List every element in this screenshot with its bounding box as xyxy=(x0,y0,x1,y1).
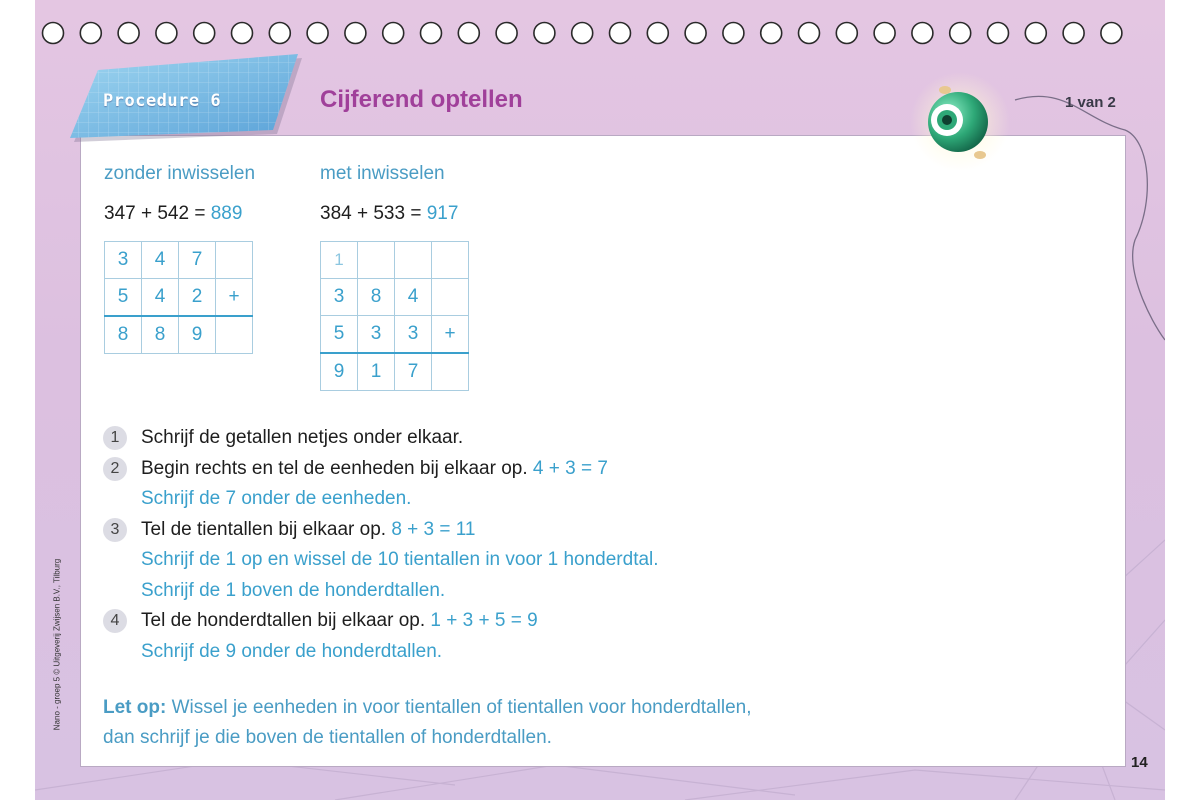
grid-right-cell: 3 xyxy=(395,316,432,354)
grid-right-cell xyxy=(432,279,469,316)
binding-ring xyxy=(836,23,857,44)
step-sub-instruction: Schrijf de 9 onder de honderdtallen. xyxy=(141,640,443,662)
note-label: Let op: xyxy=(103,697,167,718)
binding-ring xyxy=(156,23,177,44)
grid-left-cell xyxy=(216,316,253,354)
step-3 xyxy=(103,515,1003,546)
binding-ring xyxy=(1063,23,1084,44)
binding-ring xyxy=(1025,23,1046,44)
grid-right-cell: 1 xyxy=(358,353,395,391)
grid-left-cell: 4 xyxy=(142,279,179,317)
grid-right-row xyxy=(321,279,469,316)
step-number-badge: 4 xyxy=(103,609,127,633)
grid-right-cell: 7 xyxy=(395,353,432,391)
step-text xyxy=(141,423,463,453)
step-3-subline xyxy=(103,576,1003,607)
page-count: 1 van 2 xyxy=(1065,94,1116,111)
spiral-binding-rings xyxy=(35,0,1165,60)
grid-left-row xyxy=(105,279,253,317)
step-sub-instruction: Schrijf de 7 onder de eenheden. xyxy=(141,488,412,509)
binding-ring xyxy=(534,23,555,44)
binding-ring xyxy=(572,23,593,44)
step-2-subline xyxy=(103,484,1003,515)
grid-left-row xyxy=(105,242,253,279)
grid-left-row xyxy=(105,316,253,354)
equation-right-terms: 384 + 533 = xyxy=(320,203,427,224)
grid-left-cell: 8 xyxy=(142,316,179,354)
grid-right-cell: 3 xyxy=(358,316,395,354)
binding-ring xyxy=(950,23,971,44)
grid-right-cell xyxy=(358,242,395,279)
note-line-1: Wissel je eenheden in voor tientallen of tientallen voor honderdtallen, xyxy=(171,697,752,718)
step-text xyxy=(141,515,476,545)
grid-left-cell: 7 xyxy=(179,242,216,279)
procedure-steps xyxy=(103,423,1003,667)
equation-left-terms: 347 + 542 = xyxy=(104,203,211,224)
grid-right-cell: 5 xyxy=(321,316,358,354)
binding-ring xyxy=(610,23,631,44)
binding-ring xyxy=(80,23,101,44)
step-calculation: 8 + 3 = 11 xyxy=(391,518,476,540)
workbook-page xyxy=(35,0,1165,800)
column-grid-right xyxy=(320,241,469,391)
equation-right xyxy=(320,203,458,225)
grid-right-cell xyxy=(432,353,469,391)
step-sub-instruction: Schrijf de 1 op en wissel de 10 tientallen in voor 1 honderdtal. xyxy=(141,549,659,570)
grid-right-row xyxy=(321,316,469,354)
step-instruction: Tel de tientallen bij elkaar op. xyxy=(141,518,387,540)
binding-ring xyxy=(118,23,139,44)
grid-left-cell: 2 xyxy=(179,279,216,317)
equation-right-answer: 917 xyxy=(426,203,459,224)
binding-ring xyxy=(307,23,328,44)
step-sub-instruction: Schrijf de 1 boven de honderdtallen. xyxy=(141,579,446,601)
procedure-label: Procedure 6 xyxy=(103,91,222,111)
binding-ring xyxy=(345,23,366,44)
binding-ring xyxy=(1101,23,1122,44)
page-title: Cijferend optellen xyxy=(320,86,523,113)
step-number-badge: 1 xyxy=(103,426,127,450)
binding-ring xyxy=(269,23,290,44)
grid-right-row xyxy=(321,353,469,391)
note-line-2: dan schrijf je die boven de tientallen of honderdtallen. xyxy=(103,727,552,748)
step-instruction: Schrijf de getallen netjes onder elkaar. xyxy=(141,427,464,448)
note-let-op xyxy=(103,693,1003,753)
grid-left-cell: 3 xyxy=(105,242,142,279)
equation-left xyxy=(104,203,242,225)
grid-left-cell: 4 xyxy=(142,242,179,279)
grid-right-cell: 9 xyxy=(321,353,358,391)
binding-ring xyxy=(43,23,64,44)
step-number-badge: 3 xyxy=(103,518,127,542)
copyright-text: Nano - groep 5 © Uitgeverij Zwijsen B.V., Tilburg xyxy=(52,558,62,731)
step-text xyxy=(141,454,608,484)
binding-ring xyxy=(421,23,442,44)
grid-right-cell: 1 xyxy=(321,242,358,279)
step-number-badge: 2 xyxy=(103,457,127,481)
step-calculation: 4 + 3 = 7 xyxy=(532,457,608,479)
binding-ring xyxy=(647,23,668,44)
step-instruction: Begin rechts en tel de eenheden bij elkaar op. xyxy=(141,457,528,479)
binding-ring xyxy=(232,23,253,44)
step-text xyxy=(141,606,538,636)
step-instruction: Tel de honderdtallen bij elkaar op. xyxy=(141,610,426,631)
column-grid-left xyxy=(104,241,253,354)
binding-ring xyxy=(912,23,933,44)
heading-zonder-inwisselen: zonder inwisselen xyxy=(104,163,256,184)
step-4-subline xyxy=(103,637,1003,668)
grid-left-cell: 9 xyxy=(179,316,216,354)
binding-ring xyxy=(496,23,517,44)
page-number: 14 xyxy=(1131,754,1148,771)
grid-right-cell: 8 xyxy=(358,279,395,316)
grid-right-row xyxy=(321,242,469,279)
step-4 xyxy=(103,606,1003,637)
grid-right-plus-sign: + xyxy=(432,316,469,354)
equation-left-answer: 889 xyxy=(210,203,243,224)
binding-ring xyxy=(874,23,895,44)
grid-right-cell xyxy=(395,242,432,279)
robot-eye-icon xyxy=(905,70,1015,170)
binding-ring xyxy=(761,23,782,44)
grid-left-cell: 8 xyxy=(105,316,142,354)
binding-ring xyxy=(685,23,706,44)
binding-ring xyxy=(723,23,744,44)
binding-ring xyxy=(383,23,404,44)
binding-ring xyxy=(988,23,1009,44)
grid-left-cell: 5 xyxy=(105,279,142,317)
binding-ring xyxy=(458,23,479,44)
binding-ring xyxy=(799,23,820,44)
step-calculation: 1 + 3 + 5 = 9 xyxy=(430,610,538,631)
step-1 xyxy=(103,423,1003,454)
step-2 xyxy=(103,454,1003,485)
grid-left-cell xyxy=(216,242,253,279)
heading-met-inwisselen: met inwisselen xyxy=(320,163,445,184)
grid-right-cell: 4 xyxy=(395,279,432,316)
grid-right-cell xyxy=(432,242,469,279)
grid-left-plus-sign: + xyxy=(216,279,253,317)
step-3-subline xyxy=(103,545,1003,576)
binding-ring xyxy=(194,23,215,44)
grid-right-cell: 3 xyxy=(321,279,358,316)
